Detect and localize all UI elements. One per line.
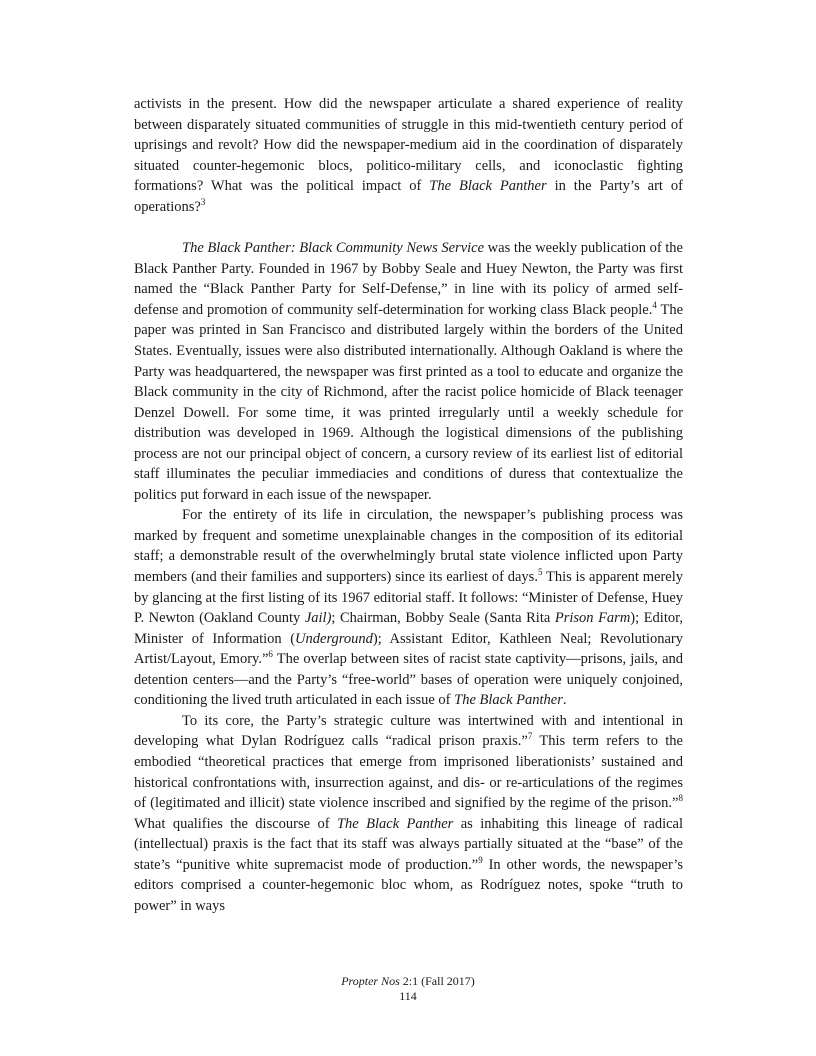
- paragraph-text: To its core, the Party’s strategic culture was intertwined with and intentional in developing what Dylan Rodríguez calls “radical prison praxis.”: [134, 712, 683, 750]
- paragraph-text: This term refers to the embodied “theoretical practices that emerge from imprisoned liberationists’ sustained and historical confrontations with, insurrection against, and dis- or re-articulations of the regimes of (legitimated and illicit) state violence inscribed and signified by the regime of the prison.”: [134, 733, 683, 812]
- italic-text: The Black Panther: [454, 692, 563, 709]
- paragraph-text: ); Assistant Editor, Kathleen Neal; Revolutionary Artist/Layout, Emory.”: [134, 630, 683, 668]
- paragraph-text: What qualifies the discourse of: [134, 815, 337, 832]
- paragraph-text: This is apparent merely by glancing at the first listing of its 1967 editorial staff. It follows: “Minister of Defense, Huey P. Newton (Oakland County: [134, 569, 684, 627]
- footnote-marker: 6: [268, 649, 273, 660]
- paragraph-text: was the weekly publication of the Black Panther Party. Founded in 1967 by Bobby Seale and Huey Newton, the Party was first named the “Black Panther Party for Self-Defense,” in line with its policy of armed self-defense and promotion of community self-determination for working class Black people.: [134, 240, 683, 318]
- italic-text: The Black Panther: Black Community News Service: [182, 240, 485, 257]
- page-footer: [0, 974, 816, 1004]
- journal-issue: 2:1 (Fall 2017): [399, 974, 475, 988]
- body-paragraph: [134, 505, 683, 710]
- paragraph-text: In other words, the newspaper’s editors comprised a counter-hegemonic bloc whom, as Rodríguez notes, spoke “truth to power” in ways: [134, 856, 683, 914]
- paragraph-text: as inhabiting this lineage of radical (intellectual) praxis is the fact that its staff was always partially situated at the “base” of the state’s “punitive white supremacist mode of production.”: [134, 815, 683, 873]
- footnote-marker: 4: [652, 300, 657, 311]
- paragraph-text: .: [562, 692, 567, 709]
- body-paragraph: [134, 238, 683, 505]
- body-paragraph: [134, 711, 683, 916]
- italic-text: The Black Panther: [429, 178, 547, 195]
- article-body: [134, 94, 683, 916]
- paragraph-text: ); Editor, Minister of Information (: [134, 610, 683, 647]
- footnote-marker: 5: [537, 567, 543, 578]
- journal-name: Propter Nos: [341, 974, 400, 988]
- paragraph-text: The paper was printed in San Francisco and distributed largely within the borders of the United States. Eventually, issues were also distributed internationally. Although Oakland is where the Party was headquartered, the newspaper was first printed as a tool to educate and organize the Black community in the city of Richmond, after the racist police homicide of Black teenager Denzel Dowell. For some time, it was printed irregularly until a weekly schedule for distribution was developed in 1969. Although the logistical dimensions of the publishing process are not our principal object of concern, a cursory review of its earliest list of editorial staff illuminates the peculiar immediacies and conditions of duress that contextualize the politics put forward in each issue of the newspaper.: [134, 301, 684, 503]
- italic-text: Underground: [295, 630, 373, 647]
- footnote-marker: 3: [200, 196, 206, 207]
- italic-text: Prison Farm: [554, 610, 631, 627]
- italic-text: The Black Panther: [336, 815, 454, 832]
- body-paragraph: [134, 94, 683, 217]
- paragraph-text: in the Party’s art of operations?: [134, 178, 683, 215]
- paragraph-gap: [134, 217, 683, 238]
- footnote-marker: 8: [678, 793, 683, 804]
- footnote-marker: 7: [527, 731, 533, 742]
- page-number: 114: [399, 989, 417, 1003]
- paragraph-text: ; Chairman, Bobby Seale (Santa Rita: [331, 610, 555, 627]
- paragraph-text: The overlap between sites of racist state captivity—prisons, jails, and detention centers—and the Party’s “free-world” bases of operation were uniquely conjoined, conditioning the lived truth articulated in each issue of: [134, 651, 684, 709]
- paragraph-text: activists in the present. How did the newspaper articulate a shared experience of reality between disparately situated communities of struggle in this mid-twentieth century period of uprisings and revolt? How did the newspaper-medium aid in the coordination of disparately situated counter-hegemonic blocs, politico-military cells, and iconoclastic fighting formations? What was the political impact of: [134, 96, 683, 195]
- italic-text: Jail): [304, 610, 332, 627]
- journal-citation: [0, 974, 816, 989]
- footnote-marker: 9: [478, 854, 483, 865]
- paragraph-text: For the entirety of its life in circulation, the newspaper’s publishing process was marked by frequent and sometime unexplainable changes in the composition of its editorial staff; a demonstrable result of the overwhelmingly brutal state violence inflicted upon Party members (and their families and supporters) since its earliest of days.: [134, 507, 683, 586]
